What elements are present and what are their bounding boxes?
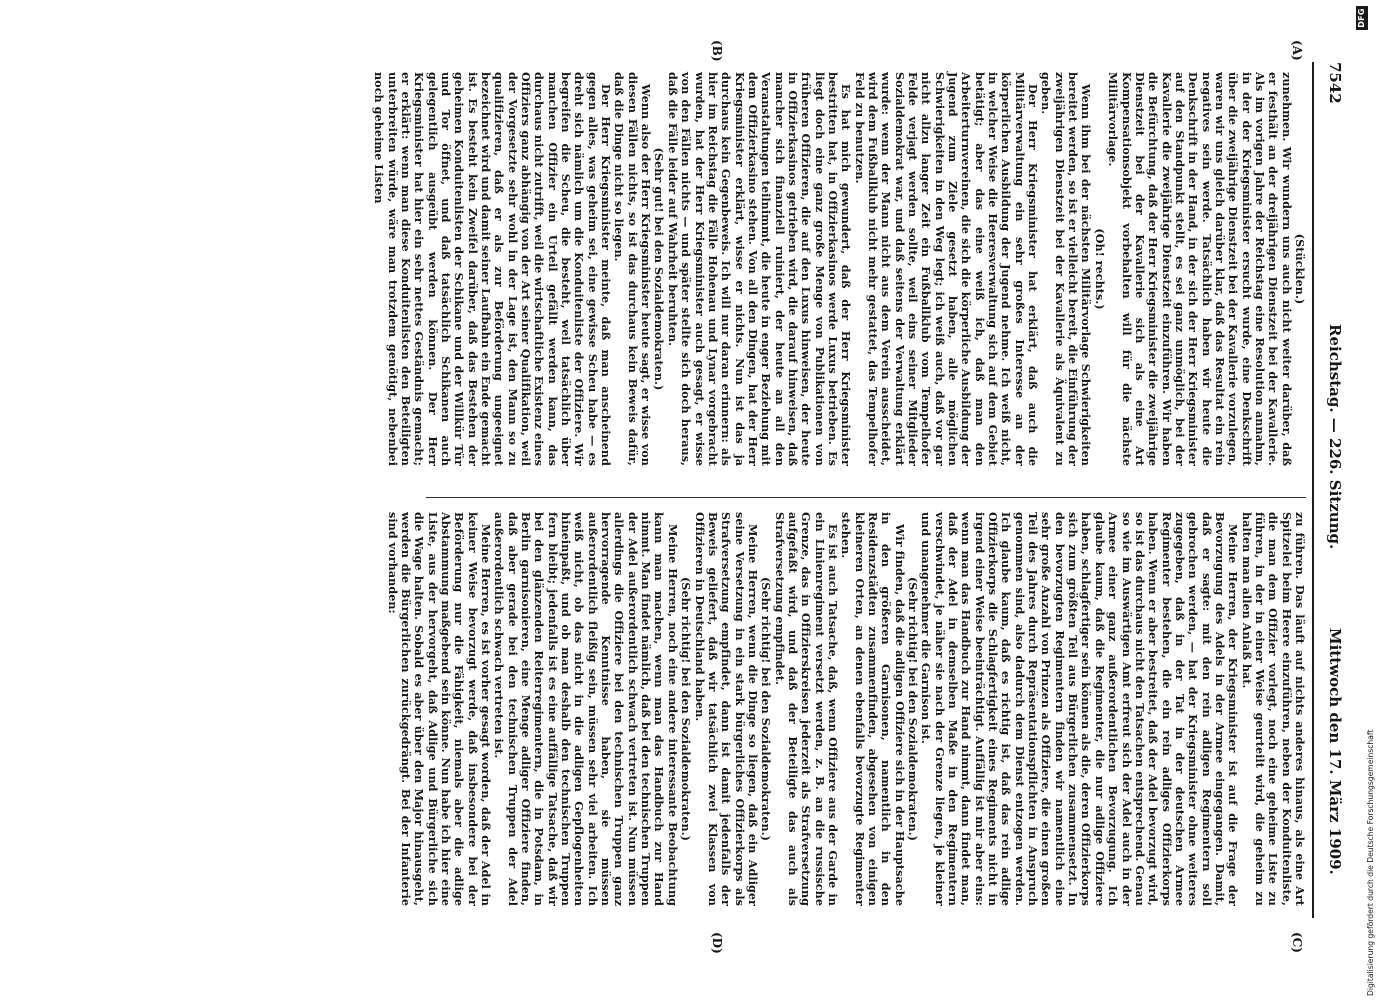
margin-marker-d: (D) — [710, 932, 724, 954]
paragraph: Meine Herren, wenn die Dinge so liegen, daß ein Adliger seine Versetzung in ein stark bürgerliches Offizierkorps als Strafversetzung empfindet, dann ist damit jedenfalls der Beweis geliefert, daß wir tatsächlich zwei Klassen von Offizieren in Deutschland haben. — [692, 512, 760, 906]
paragraph: Wir finden, daß die adligen Offiziere sich in der Hauptsache in den größeren Garnisonen, namentlich in den Residenzstädten zusammenfinden, abgesehen von einigen kleineren Orten, an denen ebenfalls bevorzugte Regimenter stehen. — [839, 512, 907, 906]
paragraph: Wenn ihm bei der nächsten Militärvorlage Schwierigkeiten bereitet werden, so ist er vielleicht bereit, die Einführung der zweijährigen Dienstzeit bei der Kavallerie als Äquivalent zu geben. — [1039, 72, 1094, 466]
page-header — [1318, 62, 1352, 922]
right-column — [385, 512, 1307, 906]
interjection: (Oh! rechts.) — [1092, 228, 1107, 310]
margin-marker-a: (A) — [1290, 40, 1304, 61]
session-date: Mittwoch den 17. März 1909. — [1326, 628, 1344, 875]
paragraph: Der Herr Kriegsminister meinte, daß man anscheinend gegen alles, was geheim sei, eine gewisse Scheu habe — es dreht sich nämlich um die Konduitenliste der Offiziere. Wir begreifen die Scheu, die besteht, weil tatsächlich über manchen Offizier ein Urteil gefällt werden kann, das durchaus nicht zutrifft, weil die wirtschaftliche Existenz eines Offiziers ganz abhängig von der Art seiner Qualifikation, weil der Vorgesetzte sehr wohl in der Lage ist, den Mann so zu qualifizieren, daß er als zur Beförderung ungeeignet bezeichnet wird und damit seiner Laufbahn ein Ende gemacht ist. Es besteht kein Zweifel darüber, daß das Bestehen der geheimen Konduitenlisten der Schikane und der Willkür Tür und Tor öffnet, und daß tatsächlich Schikanen auch gelegentlich ausgeübt werden können. Der Herr Kriegsminister hat hier ein sehr nettes Geständnis gemacht; er erklärt: wenn man diese Konduitenlisten den Beteiligten unterbreiten würde, wäre man trotzdem genötigt, nebenbei noch geheime Listen — [372, 72, 614, 466]
dfg-logo-mark: DFG — [1356, 6, 1368, 30]
digitization-credit: Digitalisierung gefördert durch die Deutsche Forschungsgemeinschaft — [1366, 729, 1375, 996]
running-title: Reichstag. — 226. Sitzung. — [1326, 324, 1344, 550]
column-divider — [426, 497, 1306, 498]
margin-marker-b: (B) — [710, 40, 724, 62]
paragraph: Meine Herren, der Kriegsminister ist auf die Frage der Bevorzugung des Adels in der Armee eingegangen. Damit, daß er sagte: mit den rein adligen Regimentern soll gebrochen werden, — hat der Kriegsminister ohne weiteres zugegeben, daß in der Tat in der deutschen Armee Regimenter bestehen, die ein rein adliges Offizierkorps haben. Wenn er aber bestreitet, daß der Adel bevorzugt wird, so ist das durchaus nicht den Tatsachen entsprechend. Genau so wie im Auswärtigen Amt erfreut sich der Adel auch in der Armee einer ganz außerordentlichen Bevorzugung. Ich glaube kaum, daß die Regimenter, die nur adlige Offiziere haben, schlagfertiger sein können als die, deren Offizierkorps sich zum größten Teil aus Bürgerlichen zusammensetzt. In den bevorzugten Regimentern finden wir namentlich eine sehr große Anzahl von Prinzen als Offiziere, die einen großen Teil des Jahres durch Repräsentationspflichten in Anspruch genommen sind, also dadurch dem Dienst entzogen werden. Ich glaube kaum, daß es richtig ist, daß das rein adlige Offizierkorps die Schlagfertigkeit eines Regiments nicht in irgend einer Weise beeinträchtigt. Auffällig ist mir aber eins: wenn man das Handbuch zur Hand nimmt, dann findet man, daß der Adel in demselben Maße in den Regimentern verschwindet, je näher sie nach der Grenze liegen, je kleiner und unangenehmer die Garnison ist. — [919, 512, 1241, 906]
paragraph: zunehmen. Wir wundern uns auch nicht weiter darüber, daß er festhält an der dreijährigen Dienstzeit bei der Kavallerie. Als im vorigen Jahre der Reichstag eine Resolution annahm, in der der Kriegsminister ersucht wurde, eine Denkschrift über die zweijährige Dienstzeit bei der Kavallerie vorzulegen, waren wir uns gleich darüber klar, daß das Resultat ein rein negatives sein werde. Tatsächlich haben wir heute die Denkschrift in der Hand, in der sich der Herr Kriegsminister auf den Standpunkt stellt, es sei ganz unmöglich, bei der Kavallerie die zweijährige Dienstzeit einzuführen. Wir haben die Befürchtung, daß der Herr Kriegsminister die zweijährige Dienstzeit bei der Kavallerie sich als eine Art Kompensationsobjekt vorbehalten will für die nächste Militärvorlage. — [1106, 72, 1294, 466]
margin-marker-c: (C) — [1290, 932, 1304, 953]
paragraph: zu führen. Das läuft auf nichts anderes hinaus, als eine Art Spitzelei beim Heere einzuführen, neben der Konduitenliste, die man dem Offizier vorlegt, noch eine geheime Liste zu führen, in der in einer Weise geurteilt wird, die geheim zu halten man allen Anlaß hat. — [1239, 512, 1307, 906]
interjection: (Sehr richtig! bei den Sozialdemokraten.) — [906, 576, 921, 842]
paragraph: Meine Herren, noch eine andere interessante Beobachtung kann man machen, wenn man das Handbuch zur Hand nimmt. Man findet nämlich, daß bei den technischen Truppen der Adel außerordentlich schwach vertreten ist. Nun müssen allerdings die Offiziere bei den technischen Truppen ganz hervorragende Kenntnisse haben, sie müssen außerordentlich fleißig sein, müssen sehr viel arbeiten. Ich weiß nicht, ob das nicht in die adligen Gepflogenheiten hineinpaßt, und ob man deshalb den technischen Truppen fern bleibt; jedenfalls ist es eine auffällige Tatsache, daß wir bei den glänzenden Reiterregimentern, die in Potsdam, in Berlin garnisonieren, eine Menge adliger Offiziere finden, daß aber gerade bei den technischen Truppen der Adel außerordentlich schwach vertreten ist. — [492, 512, 680, 906]
speaker-tag: (Stücklen.) — [1293, 233, 1307, 305]
paragraph: Es ist auch Tatsache, daß, wenn Offiziere aus der Garde in ein Linienregiment versetzt werden, z. B. an die russische Grenze, das in Offizierskreisen jederzeit als Strafversetzung aufgefaßt wird, und daß der Beteiligte das auch als Strafversetzung empfindet. — [772, 512, 840, 906]
paragraph: Meine Herren, es ist vorher gesagt worden, daß der Adel in keiner Weise bevorzugt werde, daß insbesondere bei der Beförderung nur die Fähigkeit, niemals aber die adlige Abstammung maßgebend sein könne. Nun habe ich hier eine Liste, aus der hervorgeht, daß Adlige und Bürgerliche sich die Wage halten. Sobald es aber über den Major hinausgeht, werden die Bürgerlichen zurückgedrängt. Bei der Infanterie sind vorhanden: — [385, 512, 494, 906]
left-column — [372, 72, 1307, 466]
paragraph: Wenn also der Herr Kriegsminister heute sagt, er wisse von diesen Fällen nichts, so ist das durchaus kein Beweis dafür, daß die Dinge nicht so liegen. — [612, 72, 654, 466]
interjection: (Sehr richtig! bei den Sozialdemokraten.) — [759, 576, 774, 842]
paragraph: Es hat mich gewundert, daß der Herr Kriegsminister bestritten hat, in Offizierkasinos werde Luxus betrieben. Es liegt doch eine ganz große Menge von Publikationen von früheren Offizieren, die auf den Luxus hinweisen, der heute in Offizierkasinos getrieben wird, die darauf hinweisen, daß mancher sich finanziell ruiniert, der heute an all den Veranstaltungen teilnimmt, die heute in enger Beziehung mit dem Offizierkasino stehen. Von all den Dingen, hat der Herr Kriegsminister erklärt, wisse er nichts. Nun ist das ja durchaus kein Gegenbeweis. Ich will nur daran erinnern: als hier im Reichstag die Fälle Hohenau und Lynar vorgebracht wurden, hat der Herr Kriegsminister auch gesagt, er wisse von den Fällen nichts — und später stellte sich doch heraus, daß die Fälle leider auf Wahrheit beruhten. — [665, 72, 854, 466]
interjection: (Sehr gut! bei den Sozialdemokraten.) — [652, 147, 667, 391]
paragraph: Der Herr Kriegsminister hat erklärt, daß auch die Militärverwaltung ein sehr großes Interesse an der körperlichen Ausbildung der Jugend nehme. Ich weiß nicht, in welcher Weise die Heeresverwaltung sich auf dem Gebiet betätigt; aber das eine weiß ich, daß man den Arbeiterturnvereinen, die sich die körperliche Ausbildung der Jugend zum Ziele gesetzt haben, alle möglichen Schwierigkeiten in den Weg legt; ich weiß auch, daß vor gar nicht allzu langer Zeit ein Fußballklub vom Tempelhofer Felde verjagt werden sollte, weil eins seiner Mitglieder Sozialdemokrat war, und daß seitens der Verwaltung erklärt wurde: wenn der Mann nicht aus dem Verein ausscheidet, wird dem Fußballklub nicht mehr gestattet, das Tempelhofer Feld zu benutzen. — [852, 72, 1041, 466]
header-rule — [1312, 62, 1314, 918]
interjection: (Sehr richtig! bei den Sozialdemokraten.) — [679, 576, 694, 842]
page-number: 7542 — [1326, 62, 1344, 104]
